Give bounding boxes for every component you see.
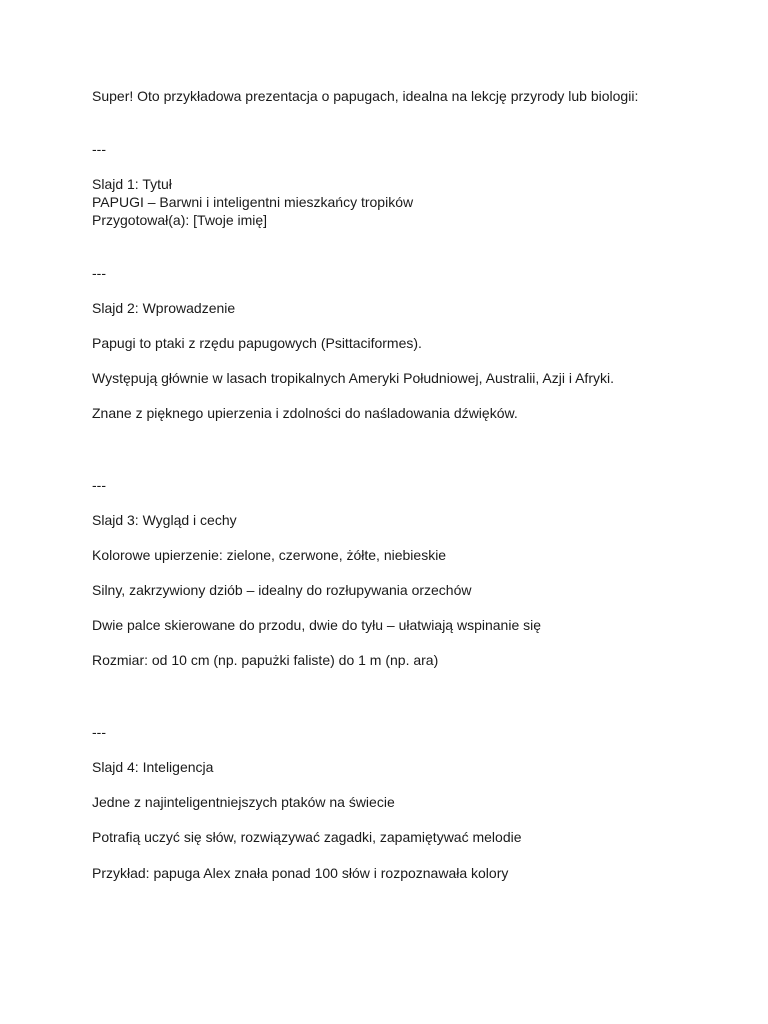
- slide3-point: Kolorowe upierzenie: zielone, czerwone, żółte, niebieskie: [92, 547, 447, 563]
- slide2-heading: Slajd 2: Wprowadzenie: [92, 300, 236, 316]
- intro-text: Super! Oto przykładowa prezentacja o papugach, idealna na lekcję przyrody lub biologii:: [92, 88, 639, 104]
- slide4-point: Jedne z najinteligentniejszych ptaków na świecie: [92, 794, 395, 810]
- slide3-heading: Slajd 3: Wygląd i cechy: [92, 512, 237, 528]
- slide3-point: Silny, zakrzywiony dziób – idealny do rozłupywania orzechów: [92, 582, 472, 598]
- slide1-heading: Slajd 1: Tytuł: [92, 176, 172, 192]
- slide4-point: Potrafią uczyć się słów, rozwiązywać zagadki, zapamiętywać melodie: [92, 829, 522, 845]
- separator: ---: [92, 724, 106, 740]
- slide1-author: Przygotował(a): [Twoje imię]: [92, 212, 268, 228]
- separator: ---: [92, 477, 106, 493]
- slide4-point: Przykład: papuga Alex znała ponad 100 słów i rozpoznawała kolory: [92, 865, 509, 881]
- slide2-point: Znane z pięknego upierzenia i zdolności do naśladowania dźwięków.: [92, 405, 518, 421]
- slide3-point: Rozmiar: od 10 cm (np. papużki faliste) do 1 m (np. ara): [92, 652, 439, 668]
- slide4-heading: Slajd 4: Inteligencja: [92, 759, 214, 775]
- separator: ---: [92, 265, 106, 281]
- separator: ---: [92, 141, 106, 157]
- slide3-point: Dwie palce skierowane do przodu, dwie do tyłu – ułatwiają wspinanie się: [92, 617, 542, 633]
- slide2-point: Występują głównie w lasach tropikalnych Ameryki Południowej, Australii, Azji i Afryki.: [92, 370, 614, 386]
- slide1-title: PAPUGI – Barwni i inteligentni mieszkańcy tropików: [92, 194, 414, 210]
- slide2-point: Papugi to ptaki z rzędu papugowych (Psittaciformes).: [92, 335, 422, 351]
